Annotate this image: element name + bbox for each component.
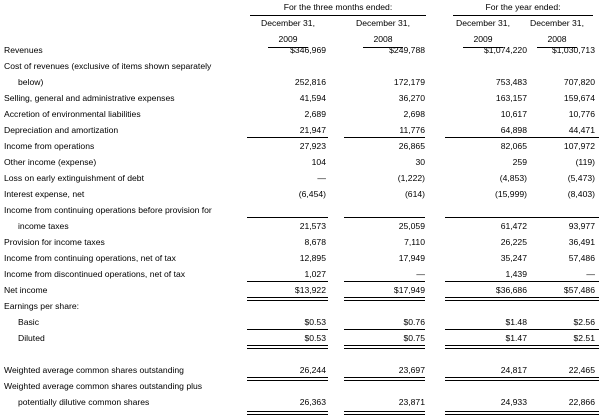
row-value: (119)	[575, 157, 595, 167]
row-value: 44,471	[568, 125, 595, 135]
row-value: $1.47	[505, 333, 527, 343]
single-rule	[247, 217, 328, 218]
row-value: $0.53	[304, 317, 326, 327]
row-value: 753,483	[495, 77, 527, 87]
row-value: 21,947	[299, 125, 326, 135]
year-col-4: 2008	[547, 34, 567, 44]
row-label: potentially dilutive common shares	[18, 397, 150, 407]
row-value: 41,594	[299, 93, 326, 103]
row-value: 21,573	[299, 221, 326, 231]
row-label: income taxes	[18, 221, 69, 231]
row-value: 17,949	[398, 253, 425, 263]
row-value: $2.51	[573, 333, 595, 343]
row-value: 24,817	[500, 365, 527, 375]
table-row	[0, 107, 600, 123]
row-value: $2.56	[573, 317, 595, 327]
single-rule	[247, 329, 328, 330]
row-value: 23,871	[398, 397, 425, 407]
row-value: 7,110	[404, 237, 425, 247]
row-value: 104	[311, 157, 326, 167]
double-rule	[344, 345, 425, 349]
double-rule	[247, 377, 328, 381]
double-rule	[518, 411, 599, 415]
row-label: Weighted average common shares outstanding	[4, 365, 184, 375]
row-value: $17,949	[393, 285, 425, 295]
row-value: 27,923	[299, 141, 326, 151]
row-value: 259	[512, 157, 527, 167]
row-label: Loss on early extinguishment of debt	[4, 173, 144, 183]
single-rule	[247, 137, 328, 138]
three-months-header-rule	[250, 15, 426, 16]
double-rule	[445, 377, 526, 381]
table-row	[0, 139, 600, 155]
row-value: 64,898	[500, 125, 527, 135]
row-value: 107,972	[563, 141, 595, 151]
row-label: Weighted average common shares outstanding plus	[4, 381, 203, 391]
year-col-3: 2009	[473, 34, 493, 44]
row-value: 36,491	[568, 237, 595, 247]
row-value: $57,486	[563, 285, 595, 295]
row-value: $13,922	[294, 285, 326, 295]
single-rule	[445, 137, 526, 138]
row-value: 57,486	[568, 253, 595, 263]
row-value: 11,776	[399, 125, 425, 135]
table-row	[0, 379, 600, 395]
row-value: $1.48	[505, 317, 527, 327]
row-value: 26,363	[299, 397, 326, 407]
row-label: Earnings per share:	[4, 301, 79, 311]
row-label: Revenues	[4, 45, 43, 55]
double-rule	[445, 411, 526, 415]
row-value: (614)	[404, 189, 425, 199]
row-value: —	[317, 173, 326, 183]
row-value: 172,179	[393, 77, 425, 87]
row-value: —	[416, 269, 425, 279]
single-rule	[445, 281, 526, 282]
row-label: below)	[18, 77, 44, 87]
double-rule	[518, 377, 599, 381]
single-rule	[344, 281, 425, 282]
row-label: Interest expense, net	[4, 189, 85, 199]
double-rule	[518, 297, 599, 301]
year-header: For the year ended:	[485, 2, 561, 12]
row-value: 10,776	[568, 109, 595, 119]
row-value: 30	[415, 157, 425, 167]
single-rule	[247, 281, 328, 282]
single-rule	[344, 137, 425, 138]
row-value: 26,244	[299, 365, 326, 375]
row-value: 8,678	[304, 237, 326, 247]
period-label-col-3: December 31,	[456, 18, 510, 28]
double-rule	[247, 345, 328, 349]
table-row	[0, 75, 600, 91]
row-value: 12,895	[299, 253, 326, 263]
row-value: $1,074,220	[483, 45, 527, 55]
row-label: Provision for income taxes	[4, 237, 105, 247]
row-value: 35,247	[500, 253, 527, 263]
single-rule	[445, 329, 526, 330]
row-label: Cost of revenues (exclusive of items shown separately	[4, 61, 212, 71]
row-value: 1,027	[304, 269, 326, 279]
row-value: 25,059	[398, 221, 425, 231]
period-label-col-4: December 31,	[530, 18, 584, 28]
period-label-col-2: December 31,	[356, 18, 410, 28]
row-value: $1,030,713	[551, 45, 595, 55]
row-label: Income from operations	[4, 141, 95, 151]
row-value: (4,853)	[499, 173, 527, 183]
row-value: 10,617	[500, 109, 527, 119]
row-value: 252,816	[294, 77, 326, 87]
row-label: Selling, general and administrative expenses	[4, 93, 175, 103]
single-rule	[518, 217, 599, 218]
double-rule	[344, 411, 425, 415]
row-value: 163,157	[495, 93, 527, 103]
row-value: 1,439	[505, 269, 527, 279]
table-row	[0, 251, 600, 267]
row-label: Depreciation and amortization	[4, 125, 119, 135]
row-value: 26,225	[500, 237, 527, 247]
single-rule	[518, 281, 599, 282]
table-row	[0, 43, 600, 59]
double-rule	[445, 345, 526, 349]
row-label: Accretion of environmental liabilities	[4, 109, 141, 119]
row-label: Income from discontinued operations, net of tax	[4, 269, 186, 279]
table-row	[0, 59, 600, 75]
year-header-rule	[453, 15, 593, 16]
row-value: 24,933	[500, 397, 527, 407]
single-rule	[445, 217, 526, 218]
row-label: Income from continuing operations, net of tax	[4, 253, 176, 263]
row-value: 26,865	[398, 141, 425, 151]
row-value: —	[586, 269, 595, 279]
row-value: (1,222)	[397, 173, 425, 183]
row-value: $0.75	[403, 333, 425, 343]
row-label: Basic	[18, 317, 40, 327]
period-label-col-1: December 31,	[261, 18, 315, 28]
row-value: (5,473)	[567, 173, 595, 183]
row-value: 2,689	[304, 109, 326, 119]
row-label: Income from continuing operations before provision for	[4, 205, 212, 215]
single-rule	[518, 329, 599, 330]
row-value: (6,454)	[298, 189, 326, 199]
single-rule	[518, 137, 599, 138]
table-row	[0, 155, 600, 171]
row-value: 2,698	[403, 109, 425, 119]
double-rule	[247, 411, 328, 415]
row-value: $249,788	[389, 45, 425, 55]
row-value: $0.76	[403, 317, 425, 327]
row-value: $0.53	[304, 333, 326, 343]
row-value: 22,866	[568, 397, 595, 407]
row-value: $36,686	[495, 285, 527, 295]
row-value: 22,465	[568, 365, 595, 375]
row-value: 93,977	[568, 221, 595, 231]
single-rule	[344, 329, 425, 330]
row-value: 159,674	[563, 93, 595, 103]
double-rule	[445, 297, 526, 301]
table-row	[0, 219, 600, 235]
table-row	[0, 91, 600, 107]
row-value: 36,270	[398, 93, 425, 103]
table-row	[0, 235, 600, 251]
three-months-header: For the three months ended:	[283, 2, 393, 12]
double-rule	[518, 345, 599, 349]
row-value: 707,820	[563, 77, 595, 87]
table-row	[0, 299, 600, 315]
row-value: $346,969	[290, 45, 326, 55]
double-rule	[344, 377, 425, 381]
year-col-2: 2008	[373, 34, 393, 44]
table-row	[0, 187, 600, 203]
row-label: Other income (expense)	[4, 157, 97, 167]
row-value: 23,697	[398, 365, 425, 375]
double-rule	[344, 297, 425, 301]
single-rule	[344, 217, 425, 218]
row-label: Net income	[4, 285, 48, 295]
row-value: (15,999)	[494, 189, 527, 199]
row-value: 82,065	[500, 141, 527, 151]
row-value: 61,472	[500, 221, 527, 231]
row-value: (8,403)	[567, 189, 595, 199]
double-rule	[247, 297, 328, 301]
table-row	[0, 395, 600, 411]
table-row	[0, 171, 600, 187]
row-label: Diluted	[18, 333, 45, 343]
year-col-1: 2009	[278, 34, 298, 44]
